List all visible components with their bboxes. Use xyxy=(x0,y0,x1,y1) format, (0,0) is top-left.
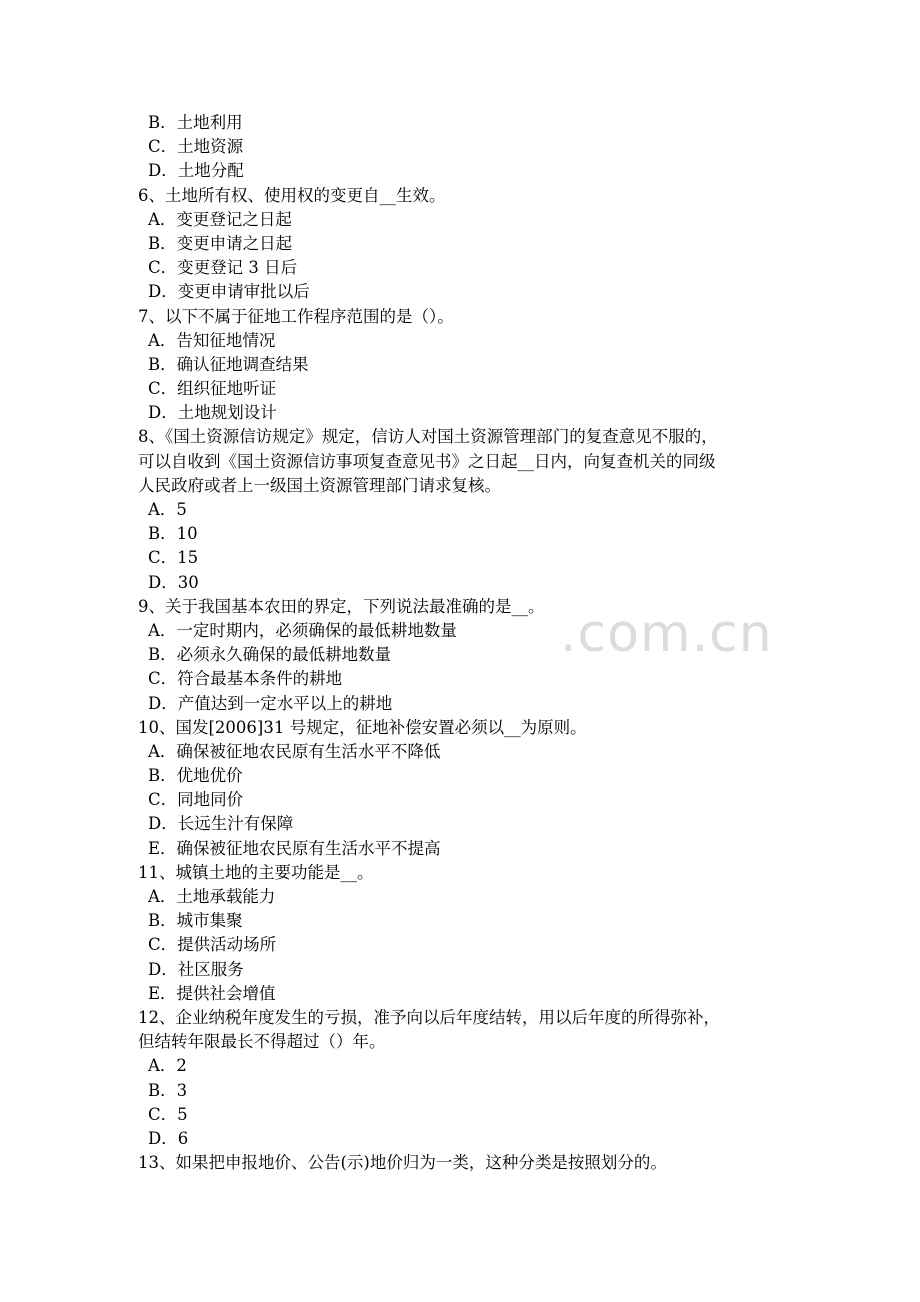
answer-option: C．土地资源 xyxy=(148,137,244,157)
answer-option: D．土地分配 xyxy=(148,161,244,181)
answer-option: B．3 xyxy=(148,1080,188,1100)
answer-option: A．2 xyxy=(148,1056,187,1076)
answer-option: C．变更登记 3 日后 xyxy=(148,258,298,278)
question-text: 8、《国土资源信访规定》规定，信访人对国土资源管理部门的复查意见不服的， xyxy=(138,427,718,447)
answer-option: B．土地利用 xyxy=(148,113,243,132)
question-text: 6、土地所有权、使用权的变更自__生效。 xyxy=(138,185,446,205)
answer-option: C．5 xyxy=(148,1104,188,1124)
answer-option: C．符合最基本条件的耕地 xyxy=(148,669,343,689)
answer-option: E．确保被征地农民原有生活水平不提高 xyxy=(148,838,441,858)
answer-option: A．土地承载能力 xyxy=(148,887,276,906)
answer-option: A．一定时期内，必须确保的最低耕地数量 xyxy=(148,620,457,640)
answer-option: D．长远生汁有保障 xyxy=(148,814,294,834)
answer-option: B．城市集聚 xyxy=(148,911,243,931)
question-text: 10、国发[2006]31 号规定，征地补偿安置必须以__为原则。 xyxy=(138,717,587,737)
answer-option: D．6 xyxy=(148,1128,189,1148)
question-text: 人民政府或者上一级国土资源管理部门请求复核。 xyxy=(138,475,501,495)
answer-option: C．提供活动场所 xyxy=(148,935,277,955)
answer-option: A．5 xyxy=(148,500,187,519)
answer-option: A．告知征地情况 xyxy=(148,330,276,350)
answer-option: A．确保被征地农民原有生活水平不降低 xyxy=(148,741,441,761)
question-text: 9、关于我国基本农田的界定，下列说法最准确的是__。 xyxy=(138,596,545,616)
answer-option: D．社区服务 xyxy=(148,959,244,979)
document-body xyxy=(138,111,798,1175)
answer-option: D．产值达到一定水平以上的耕地 xyxy=(148,693,393,713)
answer-option: D．土地规划设计 xyxy=(148,403,277,423)
question-text: 11、城镇土地的主要功能是__。 xyxy=(138,862,374,882)
answer-option: C．15 xyxy=(148,548,199,568)
question-text: 但结转年限最长不得超过（）年。 xyxy=(138,1032,386,1052)
answer-option: B．确认征地调查结果 xyxy=(148,354,309,374)
answer-option: D．变更申请审批以后 xyxy=(148,282,310,302)
question-text: 13、如果把申报地价、公告(示)地价归为一类，这种分类是按照划分的。 xyxy=(138,1153,667,1173)
answer-option: D．30 xyxy=(148,572,199,592)
answer-option: A．变更登记之日起 xyxy=(148,209,292,229)
question-text: 7、以下不属于征地工作程序范围的是（）。 xyxy=(138,306,454,326)
answer-option: B．必须永久确保的最低耕地数量 xyxy=(148,645,392,665)
question-text: 12、企业纳税年度发生的亏损，准予向以后年度结转，用以后年度的所得弥补， xyxy=(138,1007,720,1027)
answer-option: E．提供社会增值 xyxy=(148,983,276,1003)
answer-option: C．组织征地听证 xyxy=(148,379,277,399)
answer-option: B．变更申请之日起 xyxy=(148,233,293,253)
answer-option: C．同地同价 xyxy=(148,790,244,810)
answer-option: B．10 xyxy=(148,524,198,544)
question-text: 可以自收到《国土资源信访事项复查意见书》之日起__日内，向复查机关的同级 xyxy=(138,451,716,471)
answer-option: B．优地优价 xyxy=(148,766,243,786)
watermark: .com.cn xyxy=(560,604,773,664)
